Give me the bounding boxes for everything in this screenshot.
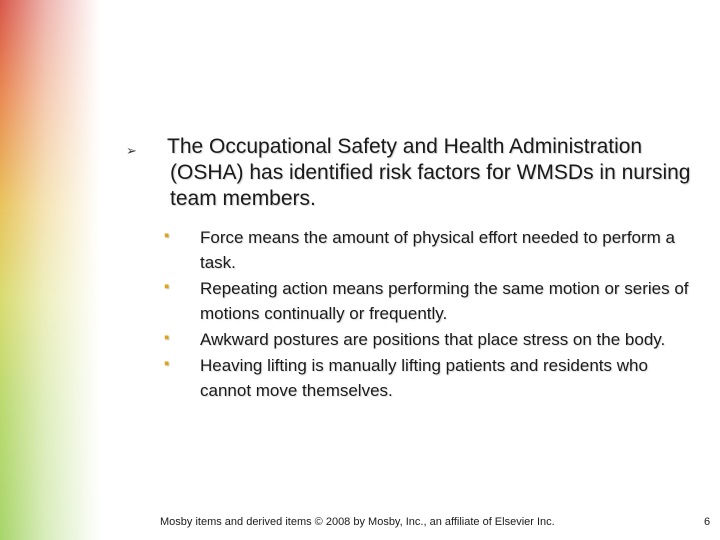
main-point-text: The Occupational Safety and Health Administration (OSHA) has identified risk factors for WMSDs in nursing team members. xyxy=(167,135,691,210)
sub-point-text: Force means the amount of physical effort needed to perform a task. xyxy=(200,228,676,272)
sub-point-text: Repeating action means performing the same motion or series of motions continually or frequently. xyxy=(200,279,689,323)
page-number: 6 xyxy=(704,516,711,528)
sub-point-text: Heaving lifting is manually lifting patients and residents who cannot move themselves. xyxy=(200,356,648,400)
sub-point-text: Awkward postures are positions that place stress on the body. xyxy=(200,330,666,349)
copyright-footer: Mosby items and derived items © 2008 by Mosby, Inc., an affiliate of Elsevier Inc. xyxy=(160,516,555,528)
sub-point-item xyxy=(164,276,704,326)
square-bullet-icon: ▪ xyxy=(164,355,170,372)
sub-point-item xyxy=(164,225,704,275)
arrowhead-bullet-icon: ➢ xyxy=(126,143,137,158)
square-bullet-icon: ▪ xyxy=(164,278,170,295)
decorative-gradient-bar xyxy=(0,0,100,540)
sub-point-item xyxy=(164,353,704,403)
sub-point-item xyxy=(164,327,704,352)
sub-point-list xyxy=(164,225,704,404)
square-bullet-icon: ▪ xyxy=(164,227,170,244)
square-bullet-icon: ▪ xyxy=(164,329,170,346)
